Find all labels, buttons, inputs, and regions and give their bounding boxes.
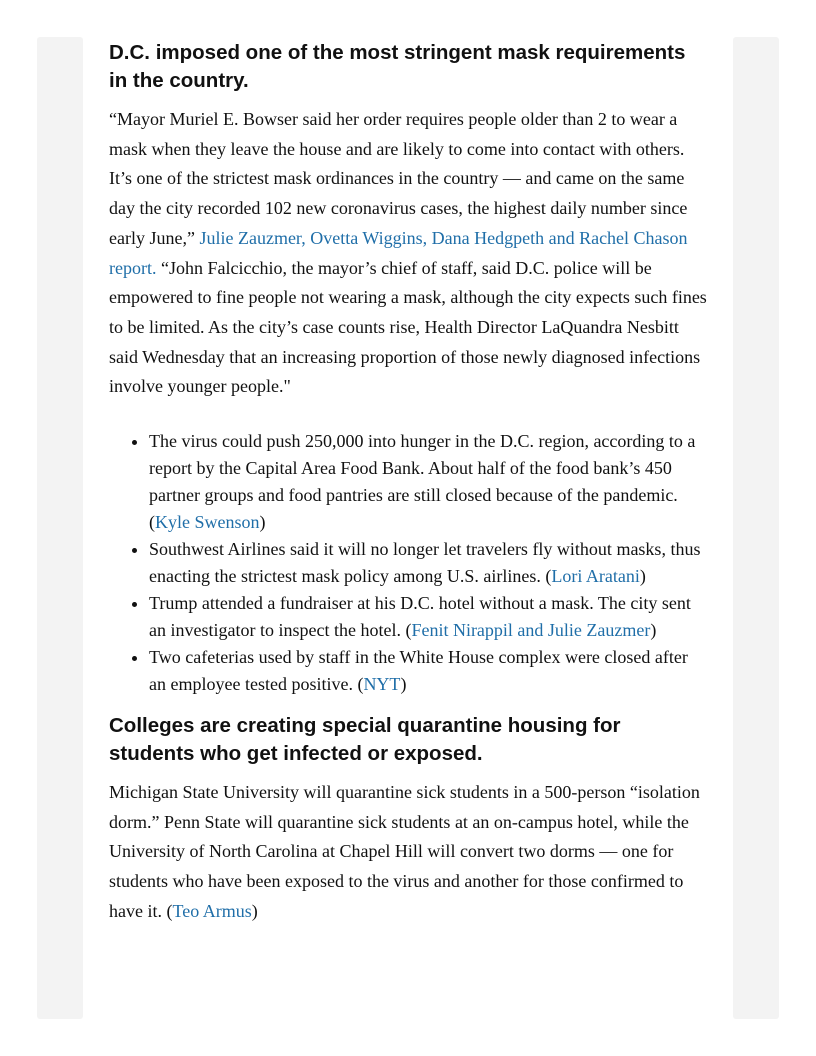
college-quarantine-paragraph [109,778,709,927]
list-item-text: ) [639,566,646,587]
section-heading-college-quarantine: Colleges are creating special quarantine housing for students who get infected or exposed. [109,714,621,766]
byline-link-nirappil-zauzmer[interactable]: Fenit Nirappil and Julie Zauzmer [411,620,651,641]
list-item [149,428,709,536]
list-item-text: The virus could push 250,000 into hunger in the D.C. region, according to a report by the Capital Area Food Bank. About half of the food bank’s 450 partner groups and food pantries are still closed because of the pandemic. ( [149,431,696,533]
list-item-text: Trump attended a fundraiser at his D.C. hotel without a mask. The city sent an investigator to inspect the hotel. ( [149,593,691,641]
list-item-text: ) [650,620,657,641]
paragraph-text: “John Falcicchio, the mayor’s chief of staff, said D.C. police will be empowered to fine people not wearing a mask, although the city expects such fines to be limited. As the city’s case counts rise, Health Director LaQuandra Nesbitt said Wednesday that an increasing proportion of those newly diagnosed infections involve younger people." [109,257,707,397]
right-margin-rail [733,37,779,1019]
paragraph-text: ) [251,900,258,921]
paragraph-text: Michigan State University will quarantine sick students in a 500-person “isolation dorm.” Penn State will quarantine sick students at an on-campus hotel, while the University of North Carolina at Chapel Hill will convert two dorms — one for students who have been exposed to the virus and another for those confirmed to have it. ( [109,782,700,921]
list-item-text: Southwest Airlines said it will no longer let travelers fly without masks, thus enacting the strictest mask policy among U.S. airlines. ( [149,539,701,587]
list-item-text: Two cafeterias used by staff in the White House complex were closed after an employee tested positive. ( [149,647,688,695]
list-item-text: ) [259,512,266,533]
section-heading-mask-requirements: D.C. imposed one of the most stringent mask requirements in the country. [109,41,686,92]
news-bullet-list [109,428,709,698]
list-item [149,644,709,698]
article-content [109,36,709,927]
byline-link-kyle-swenson[interactable]: Kyle Swenson [155,512,260,533]
mask-requirements-paragraph [109,105,709,402]
list-item [149,536,709,590]
paragraph-text: “Mayor Muriel E. Bowser said her order requires people older than 2 to wear a mask when they leave the house and are likely to come into contact with others. It’s one of the strictest mask ordinances in the country — and came on the same day the city recorded 102 new coronavirus cases, the highest daily number since early June,” [109,109,688,248]
list-item [149,590,709,644]
byline-link-lori-aratani[interactable]: Lori Aratani [551,566,640,587]
byline-link-zauzmer-wiggins-hedgpeth-chason[interactable]: Julie Zauzmer, Ovetta Wiggins, Dana Hedgpeth and Rachel Chason report. [109,227,688,278]
byline-link-nyt[interactable]: NYT [363,674,401,695]
list-item-text: ) [400,674,407,695]
byline-link-teo-armus[interactable]: Teo Armus [172,900,252,921]
left-margin-rail [37,37,83,1019]
